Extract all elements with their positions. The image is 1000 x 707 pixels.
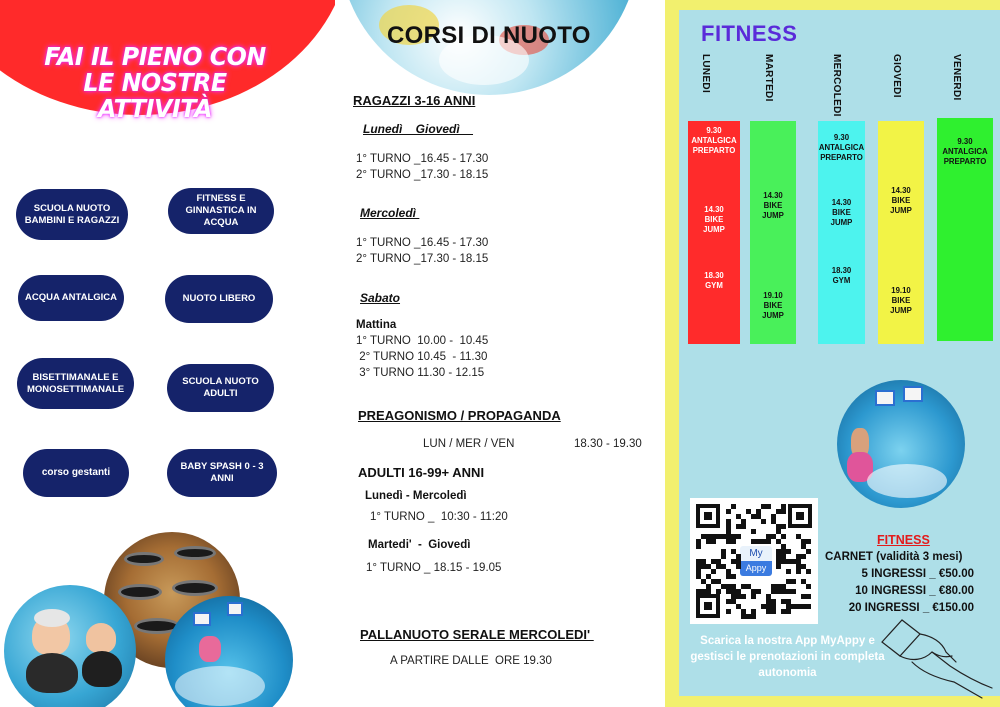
fitness-slot: 14.30 BIKE JUMP [890, 186, 912, 215]
mercoledi-turno-1: 1° TURNO _16.45 - 17.30 [356, 237, 489, 249]
activity-pill-bisettimanale: BISETTIMANALE E MONOSETTIMANALE [17, 358, 134, 409]
mercoledi-turno-2: 2° TURNO _17.30 - 18.15 [356, 253, 489, 265]
preagonismo-heading: PREAGONISMO / PROPAGANDA [358, 408, 561, 423]
fitness-slot: 18.30 GYM [704, 271, 724, 290]
adulti-turno-2: 1° TURNO _ 18.15 - 19.05 [366, 562, 502, 574]
fitness-day-lunedi: LUNEDI [700, 54, 711, 94]
fitness-column-mercoledi [818, 121, 865, 344]
ragazzi-turno-2: 2° TURNO _17.30 - 18.15 [356, 169, 489, 181]
fitness-day-martedi: MARTEDI [763, 54, 774, 102]
myappy-logo-top: My [740, 546, 772, 561]
adulti-heading: ADULTI 16-99+ ANNI [358, 465, 485, 480]
fitness-slot: 14.30 BIKE JUMP [703, 205, 725, 234]
myappy-logo [740, 546, 772, 576]
fitness-title: FITNESS [701, 21, 798, 46]
fitness-column-martedi [750, 121, 796, 344]
carnet-price-1: 5 INGRESSI _ €50.00 [861, 568, 974, 580]
courses-title: CORSI DI NUOTO [387, 22, 591, 49]
activity-pill-gestanti: corso gestanti [23, 449, 129, 497]
fitness-column-venerdi [937, 118, 993, 341]
headline [36, 44, 274, 122]
ragazzi-turno-1: 1° TURNO _16.45 - 17.30 [356, 153, 489, 165]
adulti-turno-1: 1° TURNO _ 10:30 - 11:20 [370, 511, 508, 523]
ragazzi-days: Lunedì Giovedì [363, 122, 474, 136]
preagonismo-time: 18.30 - 19.30 [574, 438, 642, 450]
mercoledi-heading: Mercoledì [360, 206, 420, 220]
fitness-slot: 19.10 BIKE JUMP [890, 286, 912, 315]
fitness-day-mercoledi: MERCOLEDI [831, 54, 842, 117]
fitness-column-lunedi [688, 121, 740, 344]
activity-pill-baby-spash: BABY SPASH 0 - 3 ANNI [167, 449, 277, 497]
ragazzi-heading: RAGAZZI 3-16 ANNI [353, 93, 476, 108]
headline-line-2: LE NOSTRE ATTIVITÀ [83, 68, 227, 123]
preagonismo-days: LUN / MER / VEN [423, 438, 515, 450]
myappy-qr-code[interactable] [690, 498, 818, 624]
fitness-slot: 19.10 BIKE JUMP [762, 291, 784, 320]
headline-line-1: FAI IL PIENO CON [44, 42, 266, 71]
activity-pill-scuola-nuoto: SCUOLA NUOTO BAMBINI E RAGAZZI [16, 189, 128, 240]
fitness-slot: 14.30 BIKE JUMP [830, 198, 853, 227]
carnet-price-2: 10 INGRESSI _ €80.00 [855, 585, 974, 597]
fitness-slot: 9.30 ANTALGICA PREPARTO [818, 133, 865, 162]
pallanuoto-text: A PARTIRE DALLE ORE 19.30 [390, 655, 552, 667]
activity-pill-nuoto-libero: NUOTO LIBERO [165, 275, 273, 323]
app-download-text: Scarica la nostra App MyAppy e gestisci le prenotazioni in completa autonomia [690, 635, 885, 679]
aqua-fitness-photo [4, 585, 136, 707]
fitness-slot: 9.30 ANTALGICA PREPARTO [942, 137, 988, 166]
activity-pill-acqua-antalgica: ACQUA ANTALGICA [18, 275, 124, 321]
sabato-turno-3: 3° TURNO 11.30 - 12.15 [356, 367, 485, 379]
activities-panel [0, 0, 335, 707]
adulti-days-1: Lunedì - Mercoledì [365, 490, 467, 502]
carnet-price-3: 20 INGRESSI _ €150.00 [848, 602, 974, 614]
fitness-column-giovedi [878, 121, 924, 344]
fitness-day-venerdi: VENERDI [951, 54, 962, 101]
sabato-heading: Sabato [360, 291, 401, 305]
pallanuoto-heading: PALLANUOTO SERALE MERCOLEDI' [360, 627, 594, 642]
swim-courses-panel [335, 0, 665, 707]
fitness-day-giovedi: GIOVEDI [891, 54, 902, 98]
sabato-turno-1: 1° TURNO 10.00 - 10.45 [356, 335, 489, 347]
activity-pill-fitness-acqua: FITNESS E GINNASTICA IN ACQUA [168, 188, 274, 234]
carnet-title: FITNESS [877, 533, 930, 547]
mattina-label: Mattina [356, 319, 397, 331]
fitness-slot: 9.30 ANTALGICA PREPARTO [691, 126, 737, 155]
sabato-turno-2: 2° TURNO 10.45 - 11.30 [356, 351, 488, 363]
adulti-days-2: Martedi' - Giovedì [368, 539, 471, 551]
hand-phone-icon [872, 612, 997, 704]
fitness-slot: 18.30 GYM [831, 266, 852, 285]
myappy-logo-bottom: Appy [740, 561, 772, 576]
carnet-subtitle: CARNET (validità 3 mesi) [825, 551, 963, 563]
kids-pool-photo [837, 380, 965, 508]
activity-pill-scuola-adulti: SCUOLA NUOTO ADULTI [167, 364, 274, 412]
kids-swimming-photo [165, 596, 293, 707]
fitness-slot: 14.30 BIKE JUMP [762, 191, 784, 220]
